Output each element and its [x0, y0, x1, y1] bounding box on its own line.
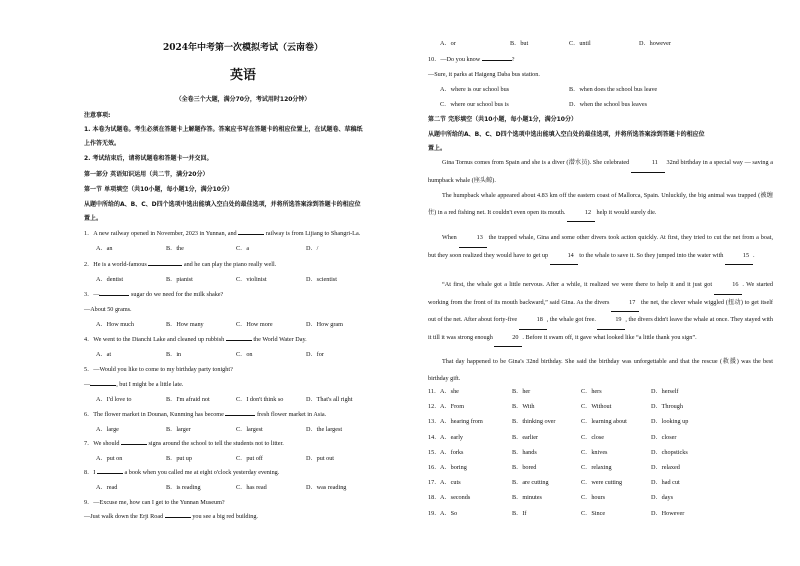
option-number: 11． [428, 388, 441, 395]
question-9-reply: —Just walk down the Erji Road you see a big red building. [84, 513, 258, 520]
option-d: D．put out [306, 455, 335, 462]
option-a: A．cuts [440, 479, 461, 487]
answer-blank [148, 265, 182, 266]
question-10: 10．—Do you know ? [428, 56, 515, 63]
blank-11: 11 [631, 155, 665, 173]
question-4: 4．We went to the Dianchi Lake and cleaned up rubbish the World Water Day. [84, 336, 307, 343]
option-c: C．I don't think so [236, 396, 284, 403]
question-1: 1．A new railway opened in November, 2023 in Yunnan, and railway is from Lijiang to Shangri-La. [84, 230, 361, 237]
option-b: B．pianist [166, 276, 193, 283]
blank-15: 15 [725, 248, 753, 266]
answer-blank [226, 340, 252, 341]
option-a: A．where is our school bus [440, 86, 510, 93]
notes-item-1: 1. 本卷为试题卷。考生必须在答题卡上解题作答。答案应书写在答题卡的相应位置上，在试题卷、草稿纸 [84, 126, 363, 133]
option-c: C．hours [581, 494, 606, 502]
option-a: A．dentist [96, 276, 124, 283]
option-c: C．relaxing [581, 464, 612, 471]
option-number: 15． [428, 448, 441, 456]
option-b: B．bored [512, 464, 537, 471]
option-c: C．largest [236, 426, 263, 433]
option-a: A．boring [440, 464, 467, 471]
question-3-reply: —About 50 grams. [84, 306, 132, 313]
option-c: C．violinist [236, 276, 267, 283]
option-a: A．at [96, 351, 112, 358]
option-c: C．put off [236, 455, 263, 462]
notes-item-1-cont: 上作答无效。 [84, 140, 121, 147]
answer-blank [238, 234, 264, 235]
option-a: A．an [96, 245, 113, 252]
option-a: A．early [440, 433, 464, 441]
blank-13: 13 [459, 230, 487, 248]
question-6: 6．The flower market in Dounan, Kunming has become fresh flower market in Asia. [84, 411, 327, 418]
option-b: B．I'm afraid not [166, 396, 210, 403]
passage-paragraph-1: Gina Tornus comes from Spain and she is a diver (潜水员). She celebrated 11 32nd birthday in a special way — saving a humpback whale (座头鲸). [428, 155, 773, 189]
option-c: C．where our school bus is [440, 101, 509, 108]
option-d: D．How gram [306, 321, 343, 328]
option-b: B．How many [166, 321, 204, 328]
option-a: A．or [440, 40, 456, 47]
option-d: D．chopsticks [651, 448, 688, 456]
option-a: A．she [440, 388, 459, 395]
option-number: 12． [428, 403, 441, 411]
option-b: B．when does the school bus leave [569, 86, 658, 93]
option-b: B．earlier [512, 433, 539, 441]
question-7: 7．We should signs around the school to tell the students not to litter. [84, 440, 284, 447]
option-d: D．had cut [651, 479, 680, 487]
section2-instruction-cont: 置上。 [428, 145, 447, 152]
answer-blank [482, 60, 512, 61]
option-b: B．in [166, 351, 182, 358]
answer-blank [97, 473, 123, 474]
option-a: A．From [440, 403, 465, 411]
blank-18: 18 [519, 312, 547, 330]
option-c: C．were cutting [581, 479, 623, 487]
question-5-reply: — , but I might be a little late. [84, 381, 184, 388]
blank-17: 17 [611, 295, 639, 313]
passage-paragraph-4: “At first, the whale got a little nervous. After a while, it realized we were there to help it and it just got 16 . We started working from the front of its mouth backward,” said Gina. As the divers 17 the net, the clever whale wiggled (扭动) to get itself out of the net. After about forty-five 18 , the whale got free. 19 , the divers didn't leave the whale at once. They stayed with it till it was strong enough 20 . Before it swam off, it gave what looked like “a little thank you sign”. [428, 277, 773, 347]
blank-12: 12 [567, 205, 595, 223]
blank-16: 16 [714, 277, 742, 295]
left-column [84, 0, 402, 566]
option-c: C．Without [581, 403, 612, 411]
score-note: （全卷三个大题，满分70分，考试用时120分钟） [175, 96, 311, 103]
right-column [428, 0, 773, 566]
passage-paragraph-3: When 13 the trapped whale, Gina and some other divers took action quickly. At first, they tried to cut the net from a boat, but they soon realized they would have to get up 14 to the whale to save it. So they jumped into the water with 15 . [428, 230, 773, 265]
option-d: D．however [639, 40, 671, 47]
option-a: A．hearing from [440, 418, 483, 426]
option-b: B．thinking over [512, 418, 556, 426]
option-b: B．If [512, 509, 527, 517]
option-a: A．read [96, 484, 118, 491]
option-number: 13． [428, 418, 441, 426]
question-2: 2．He is a world-famous and he can play the piano really well. [84, 261, 277, 268]
option-d: D．was reading [306, 484, 347, 491]
option-d: D．days [651, 494, 673, 502]
option-a: A．How much [96, 321, 134, 328]
option-d: D．/ [306, 245, 319, 252]
question-8: 8．I a book when you called me at eight o'clock yesterday evening. [84, 469, 280, 476]
option-a: A．put on [96, 455, 123, 462]
option-d: D．when the school bus leaves [569, 101, 648, 108]
option-b: B．With [512, 403, 535, 411]
option-b: B．larger [166, 426, 191, 433]
option-a: A．large [96, 426, 119, 433]
option-c: C．knives [581, 448, 608, 456]
option-d: D．That's all right [306, 396, 353, 403]
question-3: 3．— sugar do we need for the milk shake? [84, 291, 224, 298]
option-c: C．hers [581, 388, 602, 395]
option-c: C．a [236, 245, 250, 252]
option-d: D．herself [651, 388, 679, 395]
option-c: C．How more [236, 321, 273, 328]
option-d: D．closer [651, 433, 677, 441]
option-b: B．the [166, 245, 184, 252]
passage-paragraph-2: The humpback whale appeared about 4.83 km off the eastern coast of Mallorca, Spain. Unluckily, the big animal was trapped (被缠住) in a red fishing net. It couldn't even open its mouth. 12 help it would surely die. [428, 188, 773, 222]
passage-paragraph-5: That day happened to be Gina's 32nd birthday. She said the birthday was unforgettable and that the rescue (救援) was the best birthday gift. [428, 358, 773, 382]
option-b: B．put up [166, 455, 192, 462]
notes-heading: 注意事项: [84, 112, 111, 119]
blank-19: 19 [597, 312, 625, 330]
answer-blank [121, 444, 147, 445]
option-a: A．I'd love to [96, 396, 132, 403]
option-d: D．the largest [306, 426, 343, 433]
section1-instruction: 从题中所给的A、B、C、D四个选项中选出能填入空白处的最佳选项，并将所选答案涂到答题卡的相应位 [84, 201, 361, 208]
option-c: C．learning about [581, 418, 627, 426]
question-10-reply: —Sure, it parks at Haigeng Daba bus station. [428, 71, 540, 78]
answer-blank [165, 517, 191, 518]
option-b: B．is reading [166, 484, 201, 491]
answer-blank [225, 415, 255, 416]
option-b: B．but [510, 40, 529, 47]
option-b: B．are cutting [512, 479, 549, 487]
option-d: D．relaxed [651, 464, 680, 471]
section2-heading: 第二节 完形填空（共10小题，每小题1分，满分10分） [428, 116, 577, 123]
option-b: B．her [512, 388, 531, 395]
part1-heading: 第一部分 英语知识运用（共二节，满分20分） [84, 171, 209, 178]
option-d: D．for [306, 351, 324, 358]
option-d: D．Through [651, 403, 683, 411]
subject-title: 英语 [229, 68, 256, 83]
option-c: C．Since [581, 509, 606, 517]
option-a: A．forks [440, 448, 464, 456]
option-number: 18． [428, 494, 441, 502]
section1-heading: 第一节 单项填空（共10小题，每小题1分，满分10分） [84, 186, 233, 193]
option-number: 16． [428, 464, 441, 471]
option-c: C．close [581, 433, 605, 441]
exam-title: 2024年中考第一次模拟考试（云南卷） [162, 43, 324, 53]
answer-blank [99, 295, 129, 296]
option-c: C．on [236, 351, 253, 358]
notes-item-2: 2. 考试结束后，请将试题卷和答题卡一并交回。 [84, 155, 213, 162]
option-b: B．hands [512, 448, 537, 456]
option-number: 14． [428, 433, 441, 441]
option-c: C．has read [236, 484, 267, 491]
option-d: D．looking up [651, 418, 689, 426]
blank-20: 20 [494, 330, 522, 348]
question-9: 9．—Excuse me, how can I get to the Yunnan Museum? [84, 499, 225, 506]
section2-instruction: 从题中所给的A、B、C、D四个选项中选出能填入空白处的最佳选项，并将所选答案涂到答题卡的相应位 [428, 131, 705, 138]
option-number: 19． [428, 509, 441, 517]
option-number: 17． [428, 479, 441, 487]
option-a: A．seconds [440, 494, 471, 502]
option-d: D．scientist [306, 276, 337, 283]
option-a: A．So [440, 509, 458, 517]
option-b: B．minutes [512, 494, 542, 502]
option-c: C．until [569, 40, 591, 47]
option-d: D．However [651, 509, 685, 517]
question-5: 5．—Would you like to come to my birthday party tonight? [84, 366, 233, 373]
blank-14: 14 [550, 248, 578, 266]
answer-blank [90, 385, 116, 386]
section1-instruction-cont: 置上。 [84, 215, 103, 222]
